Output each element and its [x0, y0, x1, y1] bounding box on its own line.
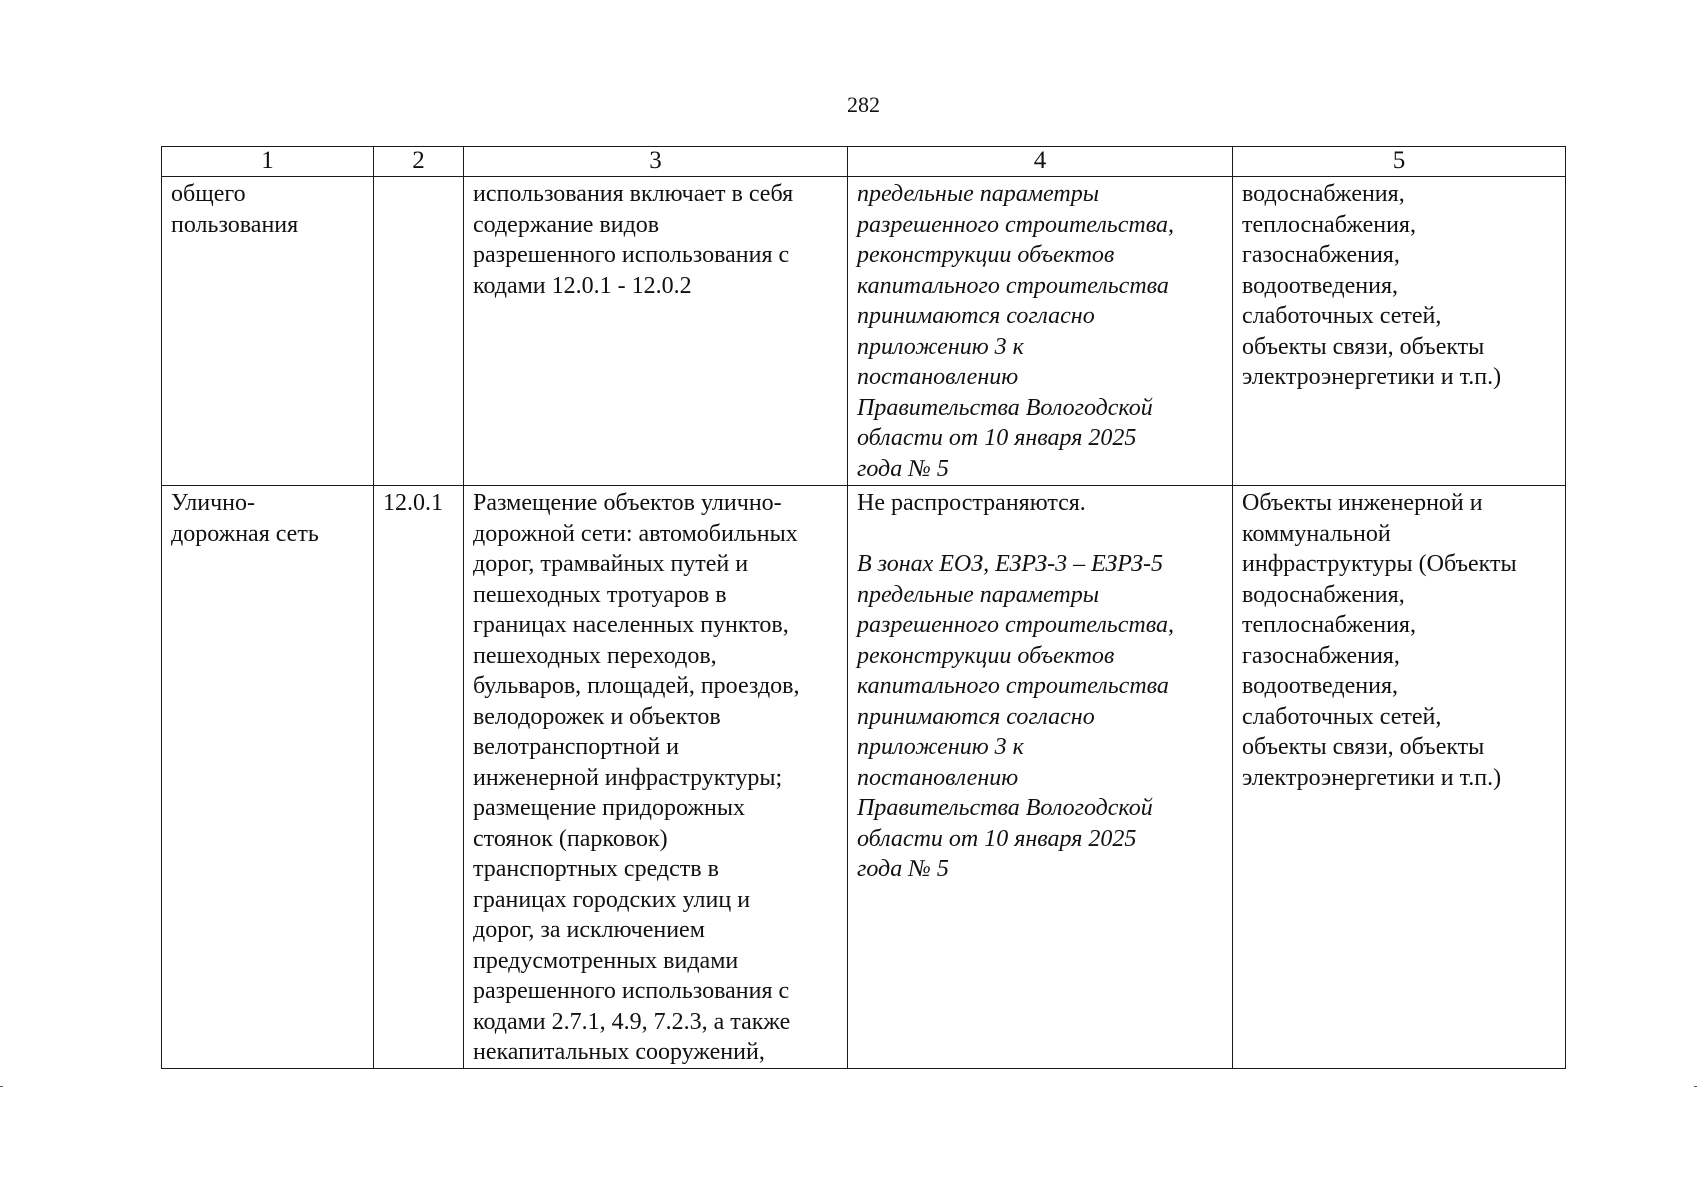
cell-line: водоснабжения, — [1242, 581, 1405, 608]
blank-line — [857, 519, 1224, 550]
cell-line: разрешенного строительства, — [857, 211, 1174, 238]
cell-line: водоотведения, — [1242, 673, 1398, 699]
land-use-name-cell — [162, 486, 374, 1069]
header-cell-1: 1 — [162, 147, 374, 177]
cell-line: границах населенных пунктов, — [473, 612, 789, 638]
cell-line: области от 10 января 2025 — [857, 425, 1137, 451]
auxiliary-uses-cell — [1233, 486, 1566, 1069]
cell-line: постановлению — [857, 364, 1019, 390]
cell-line: Размещение объектов улично- — [473, 490, 782, 516]
cell-line: капитального строительства — [857, 272, 1169, 299]
table-header-row — [162, 147, 1566, 177]
cell-line: приложению 3 к — [857, 734, 1024, 760]
cell-line: водоснабжения, — [1242, 181, 1405, 207]
cell-line: коммунальной — [1242, 520, 1391, 547]
cell-line: объекты связи, объекты — [1242, 333, 1485, 360]
cell-line: кодами 2.7.1, 4.9, 7.2.3, а также — [473, 1008, 791, 1035]
cell-line: границах городских улиц и — [473, 886, 751, 913]
code-cell — [374, 177, 464, 486]
header-cell-2: 2 — [374, 147, 464, 177]
cell-line: принимаются согласно — [857, 703, 1095, 730]
cell-line: Улично- — [171, 490, 256, 516]
cell-line: разрешенного использования с — [473, 242, 790, 268]
cell-line: пешеходных тротуаров в — [473, 581, 727, 608]
cell-line: дорожной сети: автомобильных — [473, 520, 798, 547]
cell-line: дорожная сеть — [171, 520, 319, 547]
cell-line: Правительства Вологодской — [857, 394, 1153, 421]
regulations-table — [161, 146, 1566, 1069]
cell-line: велодорожек и объектов — [473, 703, 721, 730]
cell-line: объекты связи, объекты — [1242, 734, 1485, 760]
cell-line: бульваров, площадей, проездов, — [473, 673, 800, 699]
header-cell-4: 4 — [848, 147, 1233, 177]
table-row — [162, 177, 1566, 486]
cell-line: пешеходных переходов, — [473, 642, 717, 669]
cell-line: В зонах ЕОЗ, ЕЗРЗ-3 – ЕЗРЗ-5 — [857, 551, 1164, 577]
cell-line: инфраструктуры (Объекты — [1242, 551, 1517, 577]
cell-line: газоснабжения, — [1242, 242, 1400, 268]
cell-line: некапитальных сооружений, — [473, 1039, 765, 1065]
cell-line: теплоснабжения, — [1242, 211, 1416, 238]
cell-line: слаботочных сетей, — [1242, 703, 1442, 730]
cell-line: кодами 12.0.1 - 12.0.2 — [473, 272, 692, 299]
cell-line: предельные параметры — [857, 181, 1099, 207]
cell-line: содержание видов — [473, 211, 660, 238]
cell-line: водоотведения, — [1242, 272, 1398, 299]
header-cell-3: 3 — [464, 147, 848, 177]
description-cell — [464, 177, 848, 486]
cell-line: велотранспортной и — [473, 734, 679, 760]
cell-line: слаботочных сетей, — [1242, 303, 1442, 329]
cell-line: дорог, за исключением — [473, 917, 705, 943]
auxiliary-uses-cell — [1233, 177, 1566, 486]
cell-line: предусмотренных видами — [473, 947, 739, 974]
code-cell: 12.0.1 — [374, 486, 464, 1069]
cell-line: разрешенного строительства, — [857, 612, 1174, 638]
parameters-cell — [848, 486, 1233, 1069]
cell-line: реконструкции объектов — [857, 242, 1115, 268]
cell-line: года № 5 — [857, 856, 949, 882]
cell-line: предельные параметры — [857, 581, 1099, 608]
cell-line: транспортных средств в — [473, 856, 719, 882]
cell-line: стоянок (парковок) — [473, 825, 668, 852]
cell-line: капитального строительства — [857, 673, 1169, 699]
header-cell-5: 5 — [1233, 147, 1566, 177]
cell-line: пользования — [171, 211, 299, 238]
cell-line: разрешенного использования с — [473, 978, 790, 1004]
cell-line: электроэнергетики и т.п.) — [1242, 764, 1502, 791]
cell-line: Объекты инженерной и — [1242, 490, 1483, 516]
table-row — [162, 486, 1566, 1069]
cell-line: электроэнергетики и т.п.) — [1242, 364, 1502, 390]
scan-edge-mark — [0, 1086, 3, 1087]
cell-line: теплоснабжения, — [1242, 612, 1416, 638]
not-applicable-note: Не распространяются. — [857, 490, 1086, 516]
cell-line: Правительства Вологодской — [857, 795, 1153, 821]
page-number: 282 — [847, 92, 880, 117]
description-cell — [464, 486, 848, 1069]
cell-line: размещение придорожных — [473, 795, 745, 821]
cell-line: общего — [171, 181, 246, 207]
cell-line: года № 5 — [857, 455, 949, 482]
cell-line: принимаются согласно — [857, 303, 1095, 329]
cell-line: дорог, трамвайных путей и — [473, 551, 749, 577]
cell-line: постановлению — [857, 764, 1019, 791]
parameters-cell — [848, 177, 1233, 486]
cell-line: использования включает в себя — [473, 181, 794, 207]
cell-line: приложению 3 к — [857, 333, 1024, 360]
cell-line: реконструкции объектов — [857, 642, 1115, 669]
cell-line: газоснабжения, — [1242, 642, 1400, 669]
land-use-name-cell — [162, 177, 374, 486]
cell-line: области от 10 января 2025 — [857, 825, 1137, 852]
cell-line: инженерной инфраструктуры; — [473, 764, 783, 791]
